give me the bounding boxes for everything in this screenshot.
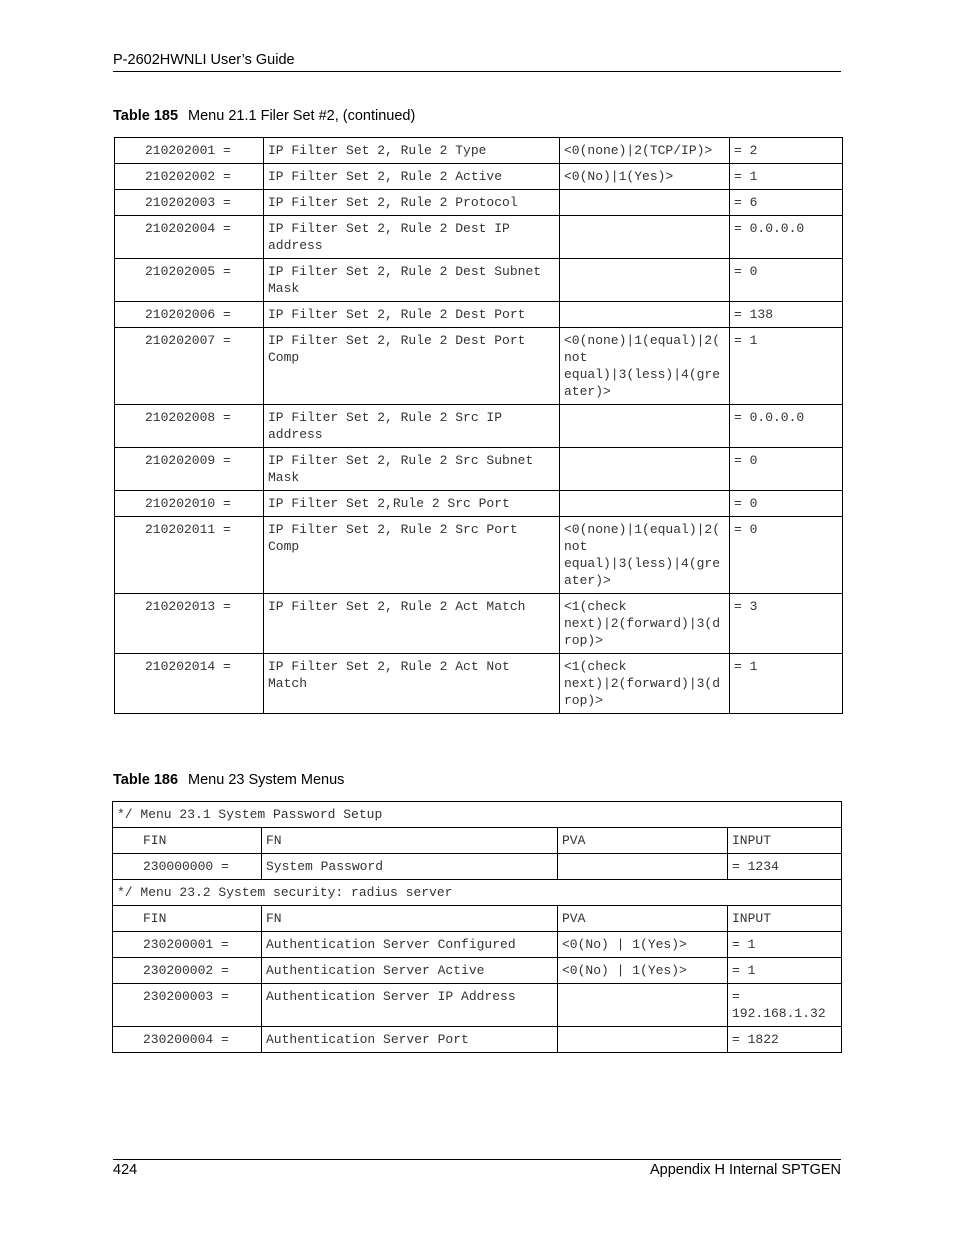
fn-header: FN <box>262 906 558 932</box>
fn-cell: Authentication Server Port <box>262 1027 558 1053</box>
pva-cell <box>558 854 728 880</box>
pva-cell <box>560 405 730 448</box>
pva-header: PVA <box>558 828 728 854</box>
fin-cell: 210202001 = <box>115 138 264 164</box>
table-row <box>115 216 843 259</box>
input-cell: = 2 <box>730 138 843 164</box>
fin-cell: 210202002 = <box>115 164 264 190</box>
input-cell: = 1 <box>728 932 842 958</box>
table-row <box>115 594 843 654</box>
header-rule <box>113 71 841 72</box>
input-header: INPUT <box>728 828 842 854</box>
section-row <box>113 880 842 906</box>
pva-cell <box>560 302 730 328</box>
pva-cell: <0(No)|1(Yes)> <box>560 164 730 190</box>
table-row <box>115 491 843 517</box>
fn-cell: IP Filter Set 2, Rule 2 Act Match <box>264 594 560 654</box>
input-cell: = 0.0.0.0 <box>730 216 843 259</box>
fin-cell: 230200002 = <box>113 958 262 984</box>
fin-cell: 210202011 = <box>115 517 264 594</box>
input-cell: = 1 <box>730 328 843 405</box>
fin-cell: 210202004 = <box>115 216 264 259</box>
input-cell: = 0 <box>730 517 843 594</box>
table-row <box>113 958 842 984</box>
table-185 <box>114 137 843 714</box>
fn-cell: IP Filter Set 2, Rule 2 Src Port Comp <box>264 517 560 594</box>
table-185-title: Menu 21.1 Filer Set #2, (continued) <box>188 108 416 124</box>
input-cell: = 1822 <box>728 1027 842 1053</box>
input-cell: = 0 <box>730 448 843 491</box>
table-row <box>115 405 843 448</box>
header-row <box>113 828 842 854</box>
header-title: P-2602HWNLI User’s Guide <box>113 52 295 68</box>
fn-cell: IP Filter Set 2, Rule 2 Dest IP address <box>264 216 560 259</box>
fin-cell: 210202007 = <box>115 328 264 405</box>
table-186 <box>112 801 842 1053</box>
pva-cell <box>558 1027 728 1053</box>
fn-cell: IP Filter Set 2, Rule 2 Act Not Match <box>264 654 560 714</box>
fn-cell: IP Filter Set 2, Rule 2 Dest Subnet Mask <box>264 259 560 302</box>
fn-cell: Authentication Server Active <box>262 958 558 984</box>
table-row <box>115 302 843 328</box>
table-row <box>113 984 842 1027</box>
footer-section: Appendix H Internal SPTGEN <box>649 1162 841 1178</box>
fn-cell: IP Filter Set 2, Rule 2 Src Subnet Mask <box>264 448 560 491</box>
fin-cell: 210202014 = <box>115 654 264 714</box>
pva-cell: <0(none)|2(TCP/IP)> <box>560 138 730 164</box>
fn-cell: Authentication Server IP Address <box>262 984 558 1027</box>
fn-header: FN <box>262 828 558 854</box>
table-186-body <box>113 802 842 1053</box>
table-185-body <box>115 138 843 714</box>
fin-cell: 230200001 = <box>113 932 262 958</box>
fin-cell: 230000000 = <box>113 854 262 880</box>
table-185-label: Table 185 <box>113 108 179 124</box>
table-row <box>115 517 843 594</box>
fin-cell: 210202010 = <box>115 491 264 517</box>
fin-cell: 210202013 = <box>115 594 264 654</box>
input-cell: = 138 <box>730 302 843 328</box>
section-row <box>113 802 842 828</box>
header-row <box>113 906 842 932</box>
input-cell: = 6 <box>730 190 843 216</box>
pva-cell <box>560 216 730 259</box>
fin-header: FIN <box>113 906 262 932</box>
page-number: 424 <box>113 1162 138 1178</box>
input-cell: = 0 <box>730 491 843 517</box>
table-row <box>113 932 842 958</box>
fn-cell: IP Filter Set 2, Rule 2 Dest Port Comp <box>264 328 560 405</box>
fn-cell: IP Filter Set 2, Rule 2 Src IP address <box>264 405 560 448</box>
table-row <box>115 328 843 405</box>
table-row <box>115 448 843 491</box>
input-cell: = 1 <box>730 164 843 190</box>
input-cell: = 1234 <box>728 854 842 880</box>
pva-cell: <1(check next)|2(forward)|3(drop)> <box>560 654 730 714</box>
fn-cell: IP Filter Set 2, Rule 2 Dest Port <box>264 302 560 328</box>
pva-cell <box>560 448 730 491</box>
fin-cell: 210202006 = <box>115 302 264 328</box>
pva-cell: <1(check next)|2(forward)|3(drop)> <box>560 594 730 654</box>
table-186-label: Table 186 <box>113 772 179 788</box>
pva-header: PVA <box>558 906 728 932</box>
table-row <box>113 854 842 880</box>
fn-cell: IP Filter Set 2,Rule 2 Src Port <box>264 491 560 517</box>
input-cell: = 1 <box>730 654 843 714</box>
input-header: INPUT <box>728 906 842 932</box>
pva-cell <box>558 984 728 1027</box>
input-cell: = 3 <box>730 594 843 654</box>
table-row <box>113 1027 842 1053</box>
fn-cell: Authentication Server Configured <box>262 932 558 958</box>
footer-rule <box>113 1159 841 1160</box>
pva-cell: <0(none)|1(equal)|2(not equal)|3(less)|4(greater)> <box>560 517 730 594</box>
table-row <box>115 259 843 302</box>
table-row <box>115 190 843 216</box>
pva-cell <box>560 190 730 216</box>
table-row <box>115 138 843 164</box>
table-185-caption <box>113 108 415 124</box>
fin-cell: 210202008 = <box>115 405 264 448</box>
fn-cell: IP Filter Set 2, Rule 2 Protocol <box>264 190 560 216</box>
fin-header: FIN <box>113 828 262 854</box>
fin-cell: 210202003 = <box>115 190 264 216</box>
fin-cell: 210202009 = <box>115 448 264 491</box>
fn-cell: IP Filter Set 2, Rule 2 Type <box>264 138 560 164</box>
fn-cell: System Password <box>262 854 558 880</box>
section-title: */ Menu 23.1 System Password Setup <box>113 802 842 828</box>
section-title: */ Menu 23.2 System security: radius server <box>113 880 842 906</box>
table-row <box>115 164 843 190</box>
fin-cell: 230200003 = <box>113 984 262 1027</box>
pva-cell: <0(none)|1(equal)|2(not equal)|3(less)|4(greater)> <box>560 328 730 405</box>
pva-cell <box>560 259 730 302</box>
table-186-caption <box>113 772 344 788</box>
fn-cell: IP Filter Set 2, Rule 2 Active <box>264 164 560 190</box>
pva-cell <box>560 491 730 517</box>
table-186-title: Menu 23 System Menus <box>188 772 345 788</box>
pva-cell: <0(No) | 1(Yes)> <box>558 932 728 958</box>
input-cell: = 1 <box>728 958 842 984</box>
table-row <box>115 654 843 714</box>
pva-cell: <0(No) | 1(Yes)> <box>558 958 728 984</box>
input-cell: = 192.168.1.32 <box>728 984 842 1027</box>
input-cell: = 0.0.0.0 <box>730 405 843 448</box>
fin-cell: 230200004 = <box>113 1027 262 1053</box>
fin-cell: 210202005 = <box>115 259 264 302</box>
input-cell: = 0 <box>730 259 843 302</box>
